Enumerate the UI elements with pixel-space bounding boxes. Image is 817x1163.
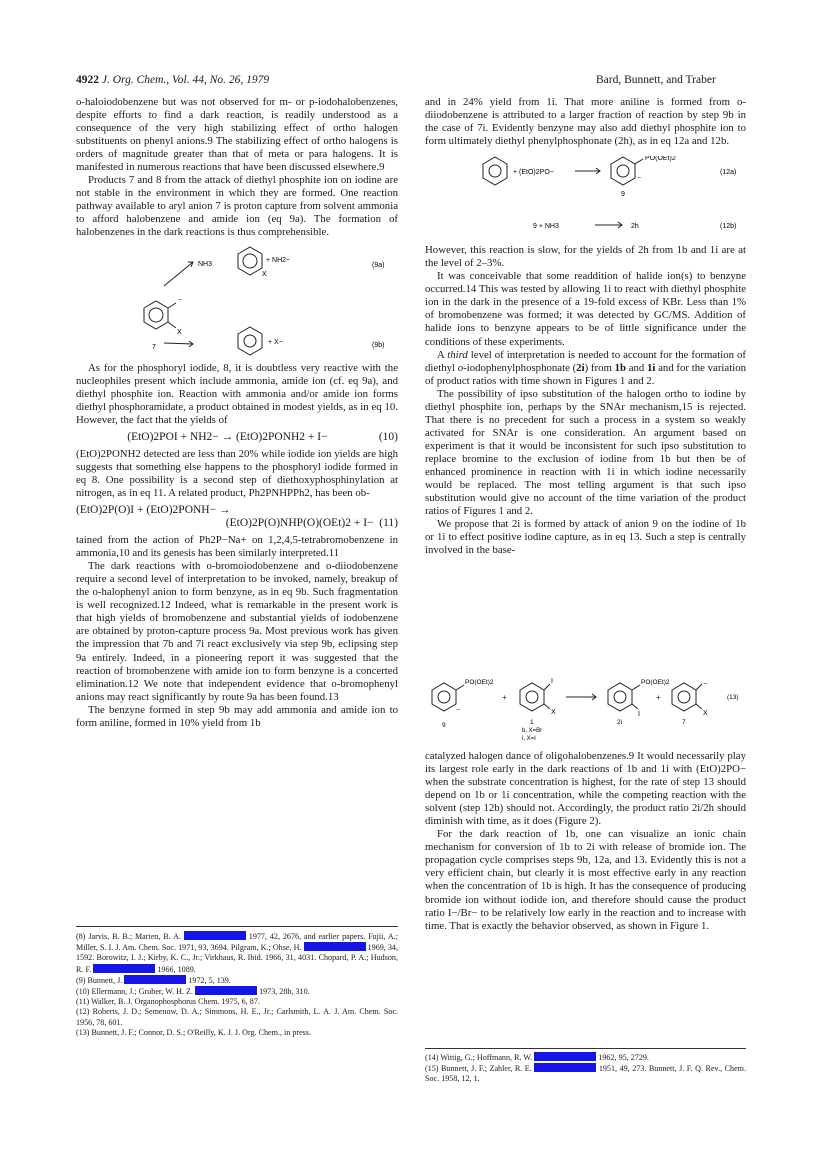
- reference: (13) Bunnett, J. F.; Connor, D. S.; O'Reilly, K. J. J. Org. Chem., in press.: [76, 1027, 311, 1037]
- compound-2h: 2h: [631, 223, 639, 231]
- eq-tag-12b: (12b): [720, 223, 737, 231]
- paragraph: However, this reaction is slow, for the yields of 2h from 1b and 1i are at the level of 2–3%.: [425, 244, 746, 270]
- running-header-right: Bard, Bunnett, and Traber: [596, 74, 716, 86]
- svg-text:PO(OEt)2: PO(OEt)2: [465, 679, 494, 686]
- eq-tag-9b: (9b): [372, 341, 385, 349]
- reference: (12) Roberts, J. D.; Semenow, D. A.; Simmons, H. E., Jr.; Carlsmith, L. A. J. Am. Chem. Soc. 1956, 78, 601.: [76, 1007, 398, 1027]
- svg-text:I: I: [551, 678, 553, 685]
- equation-11-line1: (EtO)2P(O)I + (EtO)2PONH− →: [76, 503, 231, 516]
- svg-text:+ (EtO)2PO−: + (EtO)2PO−: [513, 169, 554, 177]
- compound-9: 9: [442, 722, 446, 729]
- paragraph: Products 7 and 8 from the attack of diethyl phosphite ion on iodine are not stable in the environment in which they are formed. One reaction pathway available to aryl anion 7 is proton capture from solvent ammonia to afford halobenzene and amide ion (eq 9a). The formation of halobenzenes in the dark reactions is thus comprehensible.: [76, 174, 398, 239]
- paragraph: The benzyne formed in step 9b may add ammonia and amide ion to form aniline, formed in 10% yield from 1b: [76, 703, 398, 729]
- nh2-label: + NH2−: [266, 256, 291, 264]
- svg-text:b, X=Br: b, X=Br: [522, 728, 543, 734]
- svg-text:−: −: [456, 707, 461, 714]
- svg-text:I: I: [638, 711, 640, 718]
- references-left: [76, 931, 398, 1038]
- svg-text:X: X: [703, 710, 708, 717]
- paragraph: The possibility of ipso substitution of the halogen ortho to iodine by diethyl phosphite ion, perhaps by the SNAr mechanism,15 is rejected. That there is no precedent for such a process in a system so weakly activated for SNAr is one consideration. An argument based on experiment is that it would be inconsistent for such ipso substitution to replace bromine to the exclusion of iodine from 1b but then be of enhanced prominence in reaction with 1i in which iodine necessarily would be replaced. The most telling argument is that such ipso substitution would give no account of the time variation of the product ratios of Figures 1 and 2.: [425, 387, 746, 518]
- paragraph: We propose that 2i is formed by attack of anion 9 on the iodine of 1b or 1i to effect positive iodine capture, as in eq 13. Such a step is centrally involved in the base-: [425, 518, 746, 557]
- svg-text:+: +: [502, 693, 507, 702]
- redaction-bar: [195, 986, 257, 995]
- paragraph: The dark reactions with o-bromoiodobenzene and o-diiodobenzene require a second level of interpretation to be invoked, namely, breakup of the o-halophenyl anion to form benzyne, as in eq 9b. Such fragmentation is well recognized.12 Indeed, what is remarkable in the present work is that high yields of bromobenzene and substantial yields of iodobenzene are obtained by proton-capture process 9a. Most previous work has given the impression that 7b and 7i react exclusively via step 9b, eclipsing step 9a entirely. Indeed, in a pioneering report it was suggested that the reaction of bromobenzene with amide ion to form benzyne is a concerted elimination.12 We note that independent evidence that o-bromophenyl anions may react significantly by route 9a has been found.13: [76, 560, 398, 703]
- paragraph: It was conceivable that some readdition of halide ion(s) to benzyne occurred.14 This was tested by allowing 1i to react with diethyl phosphite ion in the dark in the presence of a 19-fold excess of KBr. Less than 1% of bromobenzene was formed; it was detected by GC/MS. Addition of halide ions to benzyne appears to be of little significance under the conditions of these experiments.: [425, 270, 746, 348]
- footnote-rule: [425, 1048, 746, 1049]
- redaction-bar: [304, 942, 366, 951]
- redaction-bar: [534, 1063, 596, 1072]
- reference: (11) Walker, B. J. Organophosphorus Chem. 1975, 6, 87.: [76, 997, 260, 1007]
- svg-text:i, X=I: i, X=I: [522, 736, 536, 742]
- scheme-eq13: [76, 672, 746, 742]
- left-column: [76, 96, 398, 730]
- paragraph: A third level of interpretation is needed to account for the formation of diethyl o-iodophenylphosphonate (2i) from 1b and 1i and for the variation of product ratios with time shown in Figures 1 and 2.: [425, 348, 747, 387]
- reference: (8) Jarvis, B. B.; Marien, B. A. 1977, 42, 2676, and earlier papers. Fujii, A.; Miller, S. I. J. Am. Chem. Soc. 1971, 93, 3694. Pilgram, K.; Ohse, H. 1969, 34, 1592. Borowitz, I. J.; Kirby, K. C., Jr.; Virkhaus, R. Ibid. 1966, 31, 4031. Chopard, P. A.; Hudson, R. F. 1966, 1089.: [76, 932, 399, 974]
- redaction-bar: [534, 1052, 596, 1061]
- svg-text:−: −: [178, 296, 183, 304]
- svg-text:−: −: [703, 681, 708, 688]
- scheme-eq9: [76, 246, 398, 356]
- svg-text:+: +: [656, 693, 661, 702]
- paragraph: o-haloiodobenzene but was not observed for m- or p-iodohalobenzenes, despite efforts to find a dark reaction, is readily understood as a consequence of the very high stabilizing effect of ortho halogen substituents on phenyl anions.9 The stabilizing effect of ortho halogens is orders of magnitude greater than that of meta or para halogens. It is manifested in numerous reactions that have been discussed elsewhere.9: [76, 96, 398, 174]
- redaction-bar: [184, 931, 246, 940]
- eq-tag-9a: (9a): [372, 261, 385, 269]
- reference: (9) Bunnett, J. 1972, 5, 139.: [76, 975, 231, 985]
- x-label: X: [177, 328, 182, 336]
- references-right: [425, 1052, 746, 1085]
- paragraph: and in 24% yield from 1i. That more aniline is formed from o-diiodobenzene is attributed to a larger fraction of reaction by step 9b in the case of 7i. Evidently benzyne may also add diethyl phosphite ion to form ultimately diethyl phenylphosphonate (2h), as in eq 12a and 12b.: [425, 96, 746, 148]
- right-column-top: [425, 96, 746, 557]
- benzene-ring: [144, 301, 168, 329]
- paragraph: (EtO)2PONH2 detected are less than 20% while iodide ion yields are high suggests that something else happens to the phosphoryl iodide formed in eq 8. One possibility is a second step of diethoxyphosphinylation at nitrogen, as in eq 11. A related product, Ph2PNHPPh2, has been ob-: [76, 447, 398, 499]
- right-column-bottom: [425, 750, 746, 933]
- svg-text:PO(OEt)2: PO(OEt)2: [641, 679, 670, 686]
- reference: (14) Wittig, G.; Hoffmann, R. W. 1962, 95, 2729.: [425, 1053, 649, 1062]
- compound-9: 9: [621, 191, 625, 199]
- svg-text:+ X−: + X−: [268, 338, 283, 346]
- compound-7: 7: [152, 343, 156, 351]
- compound-2i: 2i: [617, 719, 623, 726]
- reference: (10) Ellermann, J.; Gruber, W. H. Z. 1973, 28b, 310.: [76, 987, 310, 997]
- paragraph: As for the phosphoryl iodide, 8, it is doubtless very reactive with the nucleophiles present which include ammonia, amide ion (cf. eq 9a), and diethyl phosphite ion. Reaction with ammonia and/or amide ion forms diethyl phosphoramidate, a product obtained in modest yields, as in eq 10. However, the fact that the yields of: [76, 361, 398, 426]
- paragraph: tained from the action of Ph2P−Na+ on 1,2,4,5-tetrabromobenzene in ammonia,10 and its genesis has been similarly interpreted.11: [76, 534, 398, 560]
- compound-1: 1: [530, 719, 534, 726]
- footnote-rule: [76, 926, 398, 927]
- svg-text:X: X: [262, 270, 267, 278]
- eq-tag-13: (13): [727, 694, 739, 701]
- redaction-bar: [93, 964, 155, 973]
- compound-7: 7: [682, 719, 686, 726]
- reference: (15) Bunnett, J. F.; Zahler, R. E. 1951, 49, 273. Bunnett, J. F. Q. Rev., Chem. Soc. 1958, 12, 1.: [425, 1064, 746, 1084]
- running-header-left: 4922 J. Org. Chem., Vol. 44, No. 26, 1979: [76, 74, 270, 86]
- svg-text:−: −: [637, 175, 642, 183]
- svg-text:9 + NH3: 9 + NH3: [533, 223, 559, 231]
- scheme-eq12: [425, 156, 746, 238]
- paragraph: catalyzed halogen dance of oligohalobenzenes.9 It would necessarily play its largest role early in the dark reactions of 1b and 1i with (EtO)2PO− when the substrate concentration is highest, for the rate of step 13 should depend on 1b or 1i concentration, while the competing reaction with the solvent (step 12b) should not. Accordingly, the product ratio 2i/2h should diminish with time, as it does (Figure 2).: [425, 750, 746, 828]
- paragraph: For the dark reaction of 1b, one can visualize an ionic chain mechanism for conversion of 1b to 2i with release of bromide ion. The propagation cycle comprises steps 9b, 12a, and 13. Evidently this is not a very efficient chain, but clearly it is most effective early in any reaction when the concentration of 1b is high. It has the consequence of producing bromide ion without iodide ion, and therefore should cause the product ratio I−/Br− to be relatively low early in the reaction and to increase with time. That is exactly the behavior observed, as shown in Figure 1.: [425, 828, 746, 932]
- nh3-label: NH3: [198, 260, 213, 268]
- eq-tag-12a: (12a): [720, 169, 737, 177]
- svg-text:X: X: [551, 709, 556, 716]
- redaction-bar: [124, 975, 186, 984]
- svg-text:PO(OEt)2: PO(OEt)2: [645, 156, 676, 163]
- equation-11-line2: (EtO)2P(O)NHP(O)(OEt)2 + I− (11): [225, 517, 398, 530]
- equation-10: (EtO)2POI + NH2− → (EtO)2PONH2 + I− (10): [127, 430, 398, 443]
